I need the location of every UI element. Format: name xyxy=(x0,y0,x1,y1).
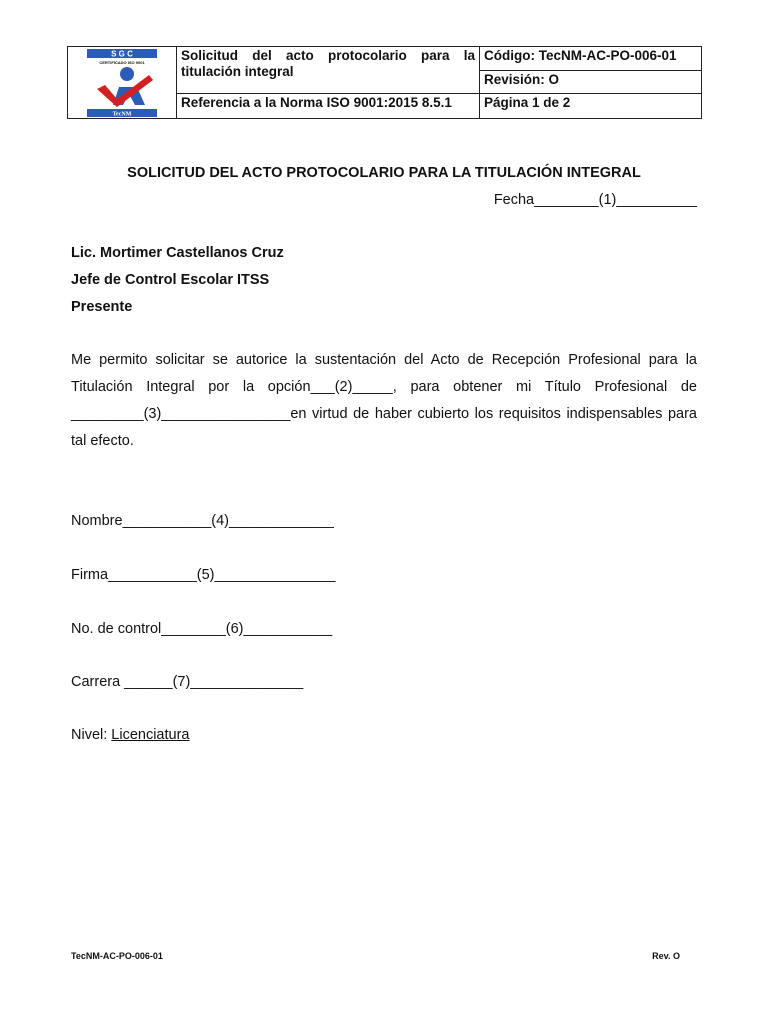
svg-text:TecNM: TecNM xyxy=(112,111,132,118)
level-field xyxy=(71,727,189,743)
date-field: Fecha________(1)__________ xyxy=(493,192,697,208)
signature-field: Firma___________(5)_______________ xyxy=(71,567,336,583)
recipient-name: Lic. Mortimer Castellanos Cruz xyxy=(71,245,284,261)
footer-revision: Rev. O xyxy=(652,951,680,961)
svg-text:S G C: S G C xyxy=(111,49,133,59)
recipient-role: Jefe de Control Escolar ITSS xyxy=(71,272,270,288)
header-title: Solicitud del acto protocolario para la titulación integral xyxy=(177,47,480,94)
name-field: Nombre___________(4)_____________ xyxy=(71,513,334,529)
sgc-logo xyxy=(73,47,171,118)
level-value: Licenciatura xyxy=(111,727,190,743)
logo-cell xyxy=(68,47,177,119)
header-reference: Referencia a la Norma ISO 9001:2015 8.5.1 xyxy=(177,93,480,118)
document-header-table xyxy=(67,46,702,119)
header-page: Página 1 de 2 xyxy=(480,93,702,118)
svg-text:CERTIFICADO ISO 9001: CERTIFICADO ISO 9001 xyxy=(99,60,145,65)
footer-code: TecNM-AC-PO-006-01 xyxy=(71,951,163,961)
level-label: Nivel: xyxy=(71,727,112,743)
request-paragraph: Me permito solicitar se autorice la sustentación del Acto de Recepción Profesional para la Titulación Integral por la opción___(2)_____, para obtener mi Título Profesional de _________(3)________________en virtud de haber cubierto los requisitos indispensables para tal efecto. xyxy=(71,352,697,449)
header-revision: Revisión: O xyxy=(480,71,702,93)
career-field: Carrera ______(7)______________ xyxy=(71,674,304,690)
salutation: Presente xyxy=(71,299,133,315)
header-code: Código: TecNM-AC-PO-006-01 xyxy=(480,47,702,71)
control-number-field: No. de control________(6)___________ xyxy=(71,621,333,637)
document-title: SOLICITUD DEL ACTO PROTOCOLARIO PARA LA TITULACIÓN INTEGRAL xyxy=(127,165,641,181)
